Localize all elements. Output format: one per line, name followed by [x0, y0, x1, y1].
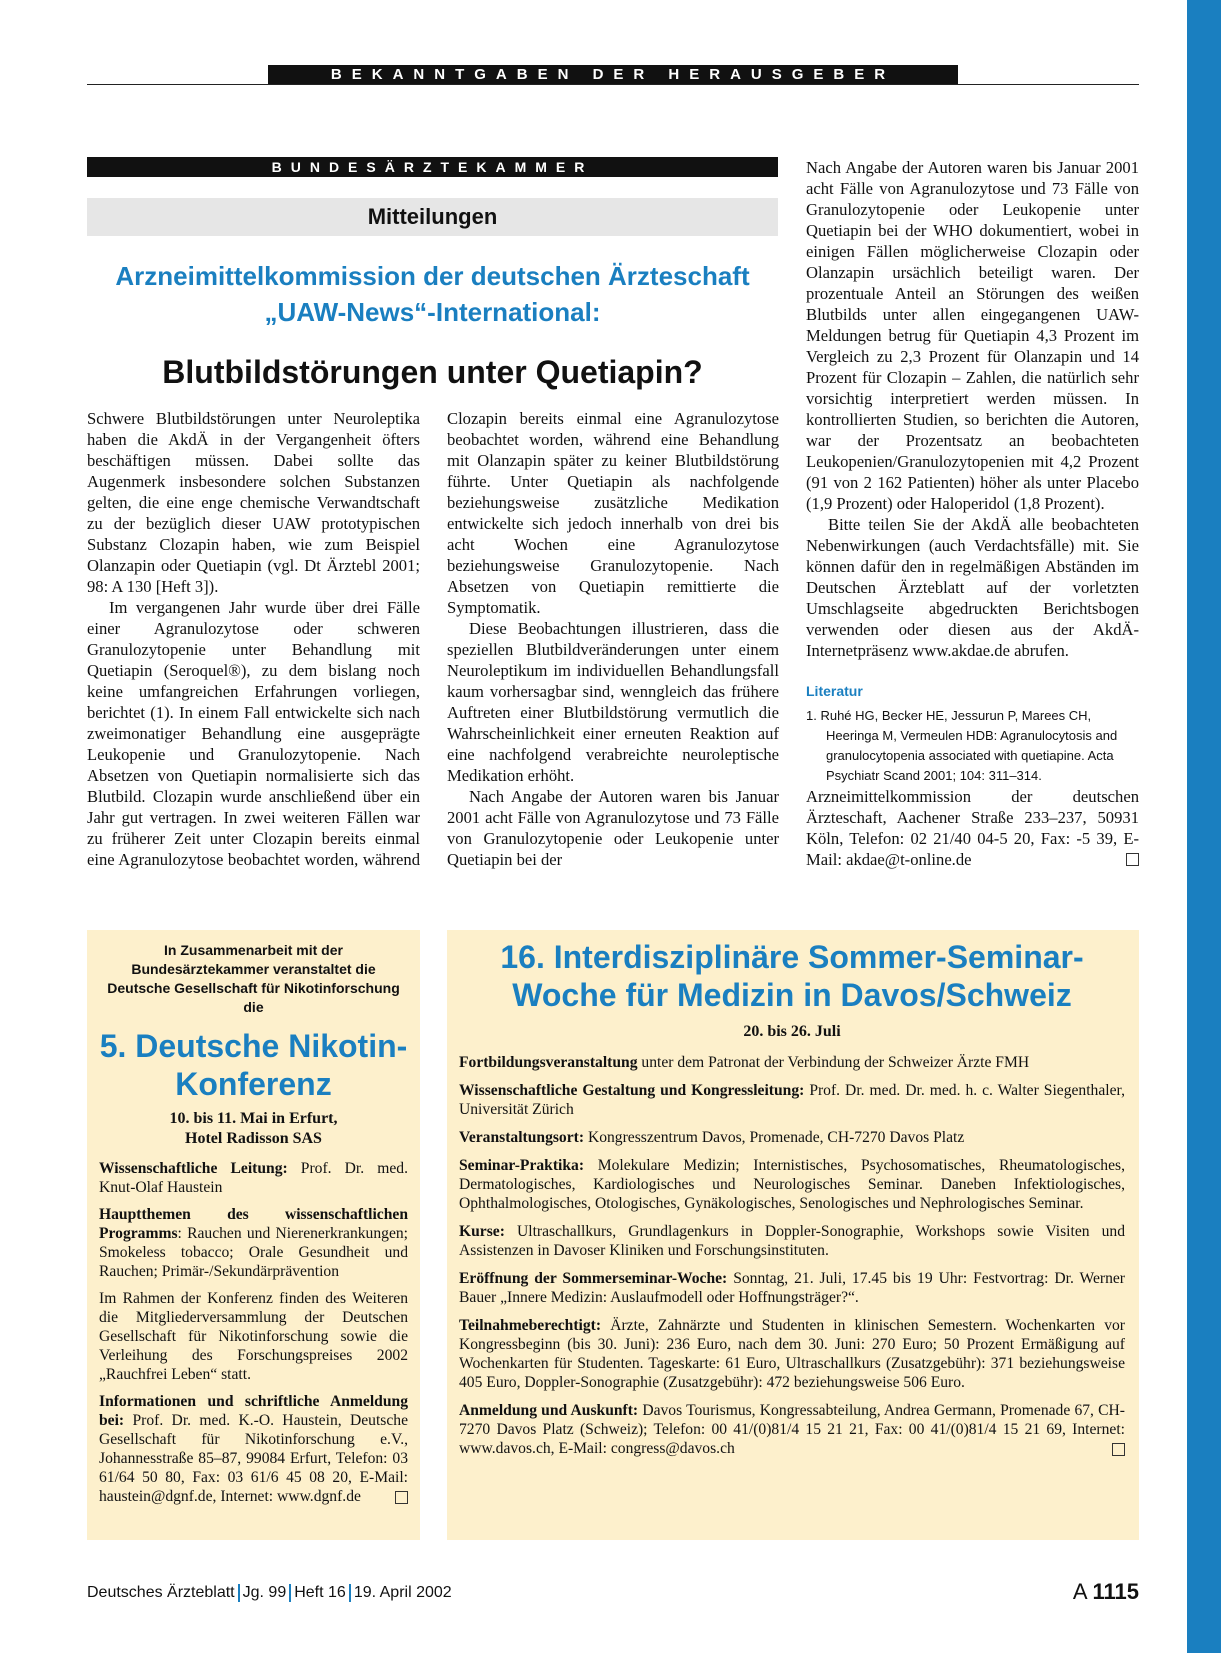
article-paragraph: Schwere Blutbildstörungen unter Neuroleptika haben die AkdÄ in der Vergangenheit öfters beschäftigen müssen. Dabei sollte das Augenmerk insbesondere solchen Substanzen gelten, die eine enge chemische Verwandtschaft zu der bezüglich dieser UAW prototypischen Substanz Clozapin haben, wie zum Beispiel Olanzapin oder Quetiapin (vgl. Dt Ärztebl 2001; 98: A 130 [Heft 3]).	[87, 409, 420, 596]
page-edge-bar	[1187, 0, 1221, 1653]
address-text: Arzneimittelkommission der deutschen Ärzteschaft, Aachener Straße 233–237, 50931 Köln, Telefon: 02 21/40 04-5 20, Fax: -5 39, E-Mail: akdae@t-online.de	[806, 787, 1139, 869]
box-date-line-2: Hotel Radisson SAS	[185, 1130, 322, 1147]
box-date	[99, 1109, 408, 1149]
section-rubric: Mitteilungen	[87, 198, 778, 236]
box-item-label: Wissenschaftliche Leitung:	[99, 1160, 288, 1177]
box-item	[459, 1222, 1125, 1260]
article-paragraph: Bitte teilen Sie der AkdÄ alle beobachteten Nebenwirkungen (auch Verdachtsfälle) mit. Sie können dafür den in regelmäßigen Abständen im Deutschen Ärzteblatt auf der vorletzten Umschlagseite abgedruckten Berichtsbogen verwenden oder diesen aus der AkdÄ-Internetpräsenz www.akdae.de abrufen.	[806, 515, 1139, 660]
box-item	[459, 1401, 1125, 1458]
box-item-text: : Rauchen und Nierenerkrankungen; Smokeless tobacco; Orale Gesundheit und Rauchen; Primär-/Sekundärprävention	[99, 1225, 408, 1280]
supertitle-line-1: Arzneimittelkommission der deutschen Ärzteschaft	[115, 261, 750, 291]
footer-volume: Jg. 99	[242, 1584, 287, 1601]
box-item	[99, 1205, 408, 1281]
box-title: 16. Interdisziplinäre Sommer-Seminar-Woche für Medizin in Davos/Schweiz	[500, 939, 1084, 1013]
box-date-line-1: 10. bis 11. Mai in Erfurt,	[169, 1110, 338, 1127]
article-paragraph: Nach Angabe der Autoren waren bis Januar 2001 acht Fälle von Agranulozytose und 73 Fälle von Granulozytopenie oder Leukopenie unter Quetiapin bei der WHO dokumentiert, wobei in einigen Fällen möglicherweise Clozapin oder Olanzapin ursächlich beteiligt waren. Der prozentuale Anteil an Störungen des weißen Blutbilds unter allen eingegangenen UAW-Meldungen betrug für Quetiapin 4,3 Prozent im Vergleich zu 2,3 Prozent für Olanzapin und 14 Prozent für Clozapin – Zahlen, die natürlich sehr vorsichtig interpretiert werden müssen. In kontrollierten Studien, so berichten die Autoren, war der Prozentsatz an beobachteten Leukopenien/Granulozytopenien mit 4,2 Prozent (91 von 2 162 Patienten) höher als unter Placebo (1,9 Prozent) oder Haloperidol (1,8 Prozent).	[806, 158, 1139, 513]
box-item-text: Davos Tourismus, Kongressabteilung, Andrea Germann, Promenade 67, CH-7270 Davos Platz (Schweiz); Telefon: 00 41/(0)81/4 15 21 21, Fax: 00 41/(0)81/4 15 21 69, Internet: www.davos.ch, E-Mail: congress@davos.ch	[459, 1402, 1125, 1457]
box-item-label: Teilnahmeberechtigt:	[459, 1317, 602, 1334]
box-item	[459, 1316, 1125, 1392]
box-date: 20. bis 26. Juli	[743, 1023, 841, 1040]
article-column-2	[447, 408, 779, 870]
box-item-text: Ärzte, Zahnärzte und Studenten in klinischen Semestern. Wochenkarten vor Kongressbeginn (bis 30. Juni): 236 Euro, nach dem 30. Juni: 270 Euro; 50 Prozent Ermäßigung auf Wochenkarten für Studenten. Tageskarte: 61 Euro, Ultraschallkurs (Zusatzgebühr): 371 beziehungsweise 405 Euro, Doppler-Sonographie (Zusatzgebühr): 472 beziehungsweise 506 Euro.	[459, 1317, 1125, 1391]
end-square-icon	[1112, 1443, 1125, 1456]
footer-issue: Heft 16	[294, 1584, 346, 1601]
literature-heading: Literatur	[806, 683, 863, 699]
end-square-icon	[1126, 853, 1139, 866]
article-column-3	[806, 157, 1139, 870]
box-item-text: unter dem Patronat der Verbindung der Schweizer Ärzte FMH	[637, 1054, 1030, 1071]
box-item	[459, 1128, 1125, 1147]
footer-separator	[349, 1584, 351, 1602]
box-item	[99, 1159, 408, 1197]
box-item: Im Rahmen der Konferenz finden des Weiteren die Mitgliederversammlung der Deutschen Gesellschaft für Nikotinforschung sowie die Verleihung des Forschungspreises 2002 „Rauchfrei Leben“ statt.	[99, 1290, 408, 1383]
box-item-text: Prof. Dr. med. Dr. med. h. c. Walter Siegenthaler, Universität Zürich	[459, 1082, 1125, 1118]
footer-separator	[289, 1584, 291, 1602]
section-label: BUNDESÄRZTEKAMMER	[87, 157, 778, 177]
article-title: Blutbildstörungen unter Quetiapin?	[162, 354, 703, 390]
box-item-text: Molekulare Medizin; Internistisches, Psychosomatisches, Rheumatologisches, Dermatologisches, Kardiologisches und Neurologisches Seminar. Daneben Infektiologisches, Ophthalmologisches, Otologisches, Gynäkologisches, Senologisches und Nephrologisches Seminar.	[459, 1157, 1125, 1212]
box-title: 5. Deutsche Nikotin-Konferenz	[99, 1028, 408, 1102]
footer-citation	[87, 1582, 452, 1604]
box-item-label: Eröffnung der Sommerseminar-Woche:	[459, 1270, 728, 1287]
box-item	[99, 1392, 408, 1506]
box-intro: In Zusammenarbeit mit der Bundesärztekammer veranstaltet die Deutsche Gesellschaft für Nikotinforschung die	[107, 942, 400, 1015]
box-item-label: Hauptthemen des wissenschaftlichen Programms	[99, 1206, 408, 1242]
end-square-icon	[395, 1491, 408, 1504]
box-item-text: Kongresszentrum Davos, Promenade, CH-7270 Davos Platz	[584, 1129, 965, 1146]
box-item	[459, 1081, 1125, 1119]
davos-seminar-box	[447, 930, 1139, 1540]
footer-separator	[238, 1584, 240, 1602]
literature-item: 1. Ruhé HG, Becker HE, Jessurun P, Marees CH, Heeringa M, Vermeulen HDB: Agranulocytosis and granulocytopenia associated with quetiapine. Acta Psychiatr Scand 2001; 104: 311–314.	[806, 708, 1118, 783]
header-rule	[87, 84, 1139, 85]
article-paragraph: Nach Angabe der Autoren waren bis Januar 2001 acht Fälle von Agranulozytose und 73 Fälle von Granulozytopenie oder Leukopenie unter Quetiapin bei der	[447, 787, 779, 869]
box-item-label: Anmeldung und Auskunft:	[459, 1402, 639, 1419]
supertitle-line-2: „UAW-News“-International:	[264, 297, 601, 327]
box-item-text: Prof. Dr. med. K.-O. Haustein, Deutsche Gesellschaft für Nikotinforschung e.V., Johannesstraße 85–87, 99084 Erfurt, Telefon: 03 61/64 50 80, Fax: 03 61/6 45 08 20, E-Mail: haustein@dgnf.de, Internet: www.dgnf.de	[99, 1412, 408, 1505]
box-item-label: Wissenschaftliche Gestaltung und Kongressleitung:	[459, 1082, 805, 1099]
box-item	[459, 1053, 1125, 1072]
box-item-text: Prof. Dr. med. Knut-Olaf Haustein	[99, 1160, 408, 1196]
page-prefix: A	[1072, 1579, 1087, 1604]
box-item-label: Informationen und schriftliche Anmeldung bei:	[99, 1393, 408, 1429]
article-paragraph: Im vergangenen Jahr wurde über drei Fälle einer Agranulozytose oder schweren Granulozytopenie unter Behandlung mit Quetiapin (Seroquel®), zu dem bislang noch keine umfangreichen Erfahrungen vorliegen, berichtet (1). In einem Fall entwickelte sich nach zweimonatiger Behandlung eine ausgeprägte Leukopenie und Granulozytopenie. Nach Absetzen von Quetiapin normalisierte sich das Blutbild. Clozapin wurde anschließend über ein Jahr gut vertragen. In zwei weiteren Fällen war zu früherer Zeit unter Clozapin bereits einmal eine Agranulozytose beobachtet worden, während	[87, 598, 420, 869]
article-paragraph: Diese Beobachtungen illustrieren, dass die speziellen Blutbildveränderungen unter einem Neuroleptikum im individuellen Behandlungsfall kaum vorhersagbar sind, wenngleich das frühere Auftreten einer Blutbildstörung vermutlich die Wahrscheinlichkeit einer erneuten Reaktion auf eine nachfolgend verabreichte neuroleptische Medikation erhöht.	[447, 619, 779, 785]
footer-journal: Deutsches Ärzteblatt	[87, 1584, 235, 1601]
article-paragraph: Clozapin bereits einmal eine Agranulozytose beobachtet worden, während eine Behandlung mit Olanzapin später zu keiner Blutbildstörung führte. Unter Quetiapin als nachfolgende beziehungsweise zusätzliche Medikation entwickelte sich jedoch innerhalb von drei bis acht Wochen eine Agranulozytose beziehungsweise Granulozytopenie. Nach Absetzen von Quetiapin remittierte die Symptomatik.	[447, 409, 779, 617]
box-item-text: Ultraschallkurs, Grundlagenkurs in Doppler-Sonographie, Workshops sowie Visiten und Assistenzen in Davoser Kliniken und Forschungsinstituten.	[459, 1223, 1125, 1259]
box-item	[459, 1269, 1125, 1307]
box-item	[459, 1156, 1125, 1213]
box-item-text: Sonntag, 21. Juli, 17.45 bis 19 Uhr: Festvortrag: Dr. Werner Bauer „Innere Medizin: Auslaufmodell oder Hoffnungsträger?“.	[459, 1270, 1125, 1306]
page-number-value: 1115	[1092, 1579, 1139, 1604]
header-banner: BEKANNTGABEN DER HERAUSGEBER	[268, 65, 958, 85]
footer-date: 19. April 2002	[353, 1584, 452, 1601]
box-item-label: Seminar-Praktika:	[459, 1157, 585, 1174]
nikotin-conference-box	[87, 930, 420, 1540]
article-supertitle	[87, 258, 778, 330]
author-address	[806, 786, 1139, 870]
article-column-1	[87, 408, 420, 870]
page-number	[1035, 1578, 1139, 1606]
box-item-label: Kurse:	[459, 1223, 505, 1240]
box-item-label: Fortbildungsveranstaltung	[459, 1054, 638, 1071]
box-item-label: Veranstaltungsort:	[459, 1129, 585, 1146]
